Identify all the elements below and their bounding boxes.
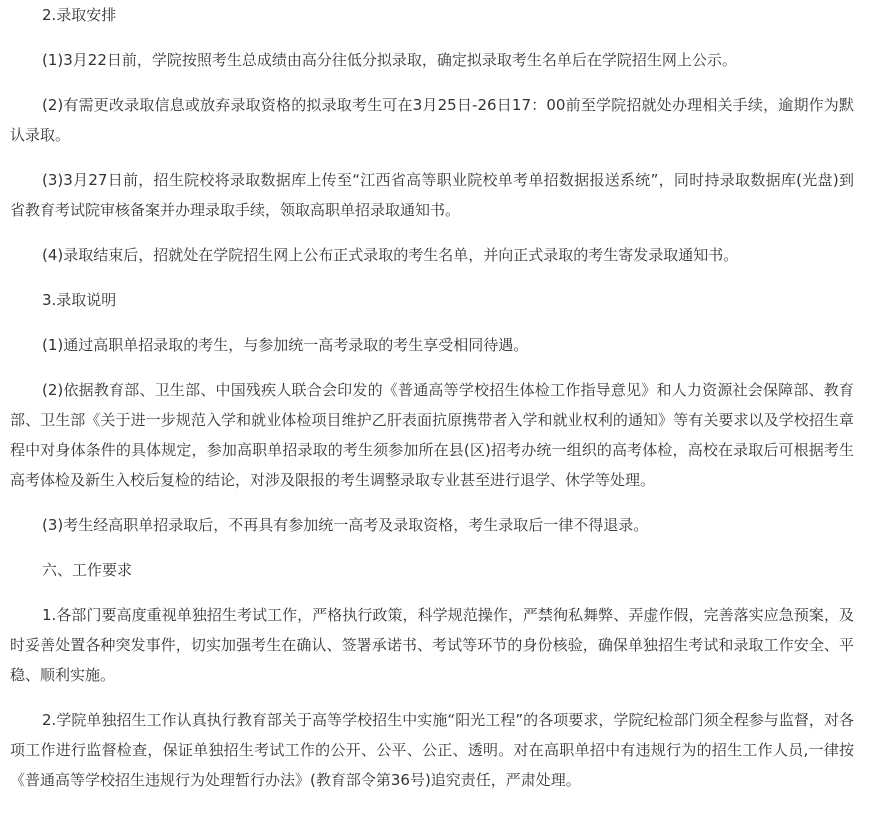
paragraph-notes-1: (1)通过高职单招录取的考生，与参加统一高考录取的考生享受相同待遇。 bbox=[42, 336, 529, 354]
paragraph-arrangement-2: (2)有需更改录取信息或放弃录取资格的拟录取考生可在3月25日-26日17：00前至学院招就处办理相关手续，逾期作为默认录取。 bbox=[10, 96, 854, 144]
paragraph-requirements-1: 1.各部门要高度重视单独招生考试工作，严格执行政策，科学规范操作，严禁徇私舞弊、弄虚作假，完善落实应急预案，及时妥善处置各种突发事件，切实加强考生在确认、签署承诺书、考试等环节的身份核验，确保单独招生考试和录取工作安全、平稳、顺利实施。 bbox=[10, 606, 854, 684]
paragraph-requirements-2: 2.学院单独招生工作认真执行教育部关于高等学校招生中实施“阳光工程”的各项要求，学院纪检部门须全程参与监督，对各项工作进行监督检查，保证单独招生考试工作的公开、公平、公正、透明。对在高职单招中有违规行为的招生工作人员,一律按《普通高等学校招生违规行为处理暂行办法》(教育部令第36号)追究责任，严肃处理。 bbox=[10, 711, 854, 789]
section-heading-work-requirements: 六、工作要求 bbox=[42, 561, 133, 579]
section-heading-admission-arrangement: 2.录取安排 bbox=[42, 6, 117, 24]
paragraph-notes-3: (3)考生经高职单招录取后，不再具有参加统一高考及录取资格，考生录取后一律不得退录。 bbox=[42, 516, 649, 534]
paragraph-arrangement-1: (1)3月22日前，学院按照考生总成绩由高分往低分拟录取，确定拟录取考生名单后在学院招生网上公示。 bbox=[42, 51, 737, 69]
paragraph-notes-2: (2)依据教育部、卫生部、中国残疾人联合会印发的《普通高等学校招生体检工作指导意见》和人力资源社会保障部、教育部、卫生部《关于进一步规范入学和就业体检项目维护乙肝表面抗原携带者入学和就业权利的通知》等有关要求以及学校招生章程中对身体条件的具体规定，参加高职单招录取的考生须参加所在县(区)招考办统一组织的高考体检，高校在录取后可根据考生高考体检及新生入校后复检的结论，对涉及限报的考生调整录取专业甚至进行退学、休学等处理。 bbox=[10, 381, 854, 489]
paragraph-arrangement-3: (3)3月27日前，招生院校将录取数据库上传至“江西省高等职业院校单考单招数据报送系统”，同时持录取数据库(光盘)到省教育考试院审核备案并办理录取手续，领取高职单招录取通知书。 bbox=[10, 171, 854, 219]
paragraph-arrangement-4: (4)录取结束后，招就处在学院招生网上公布正式录取的考生名单，并向正式录取的考生寄发录取通知书。 bbox=[42, 246, 739, 264]
section-heading-admission-notes: 3.录取说明 bbox=[42, 291, 117, 309]
